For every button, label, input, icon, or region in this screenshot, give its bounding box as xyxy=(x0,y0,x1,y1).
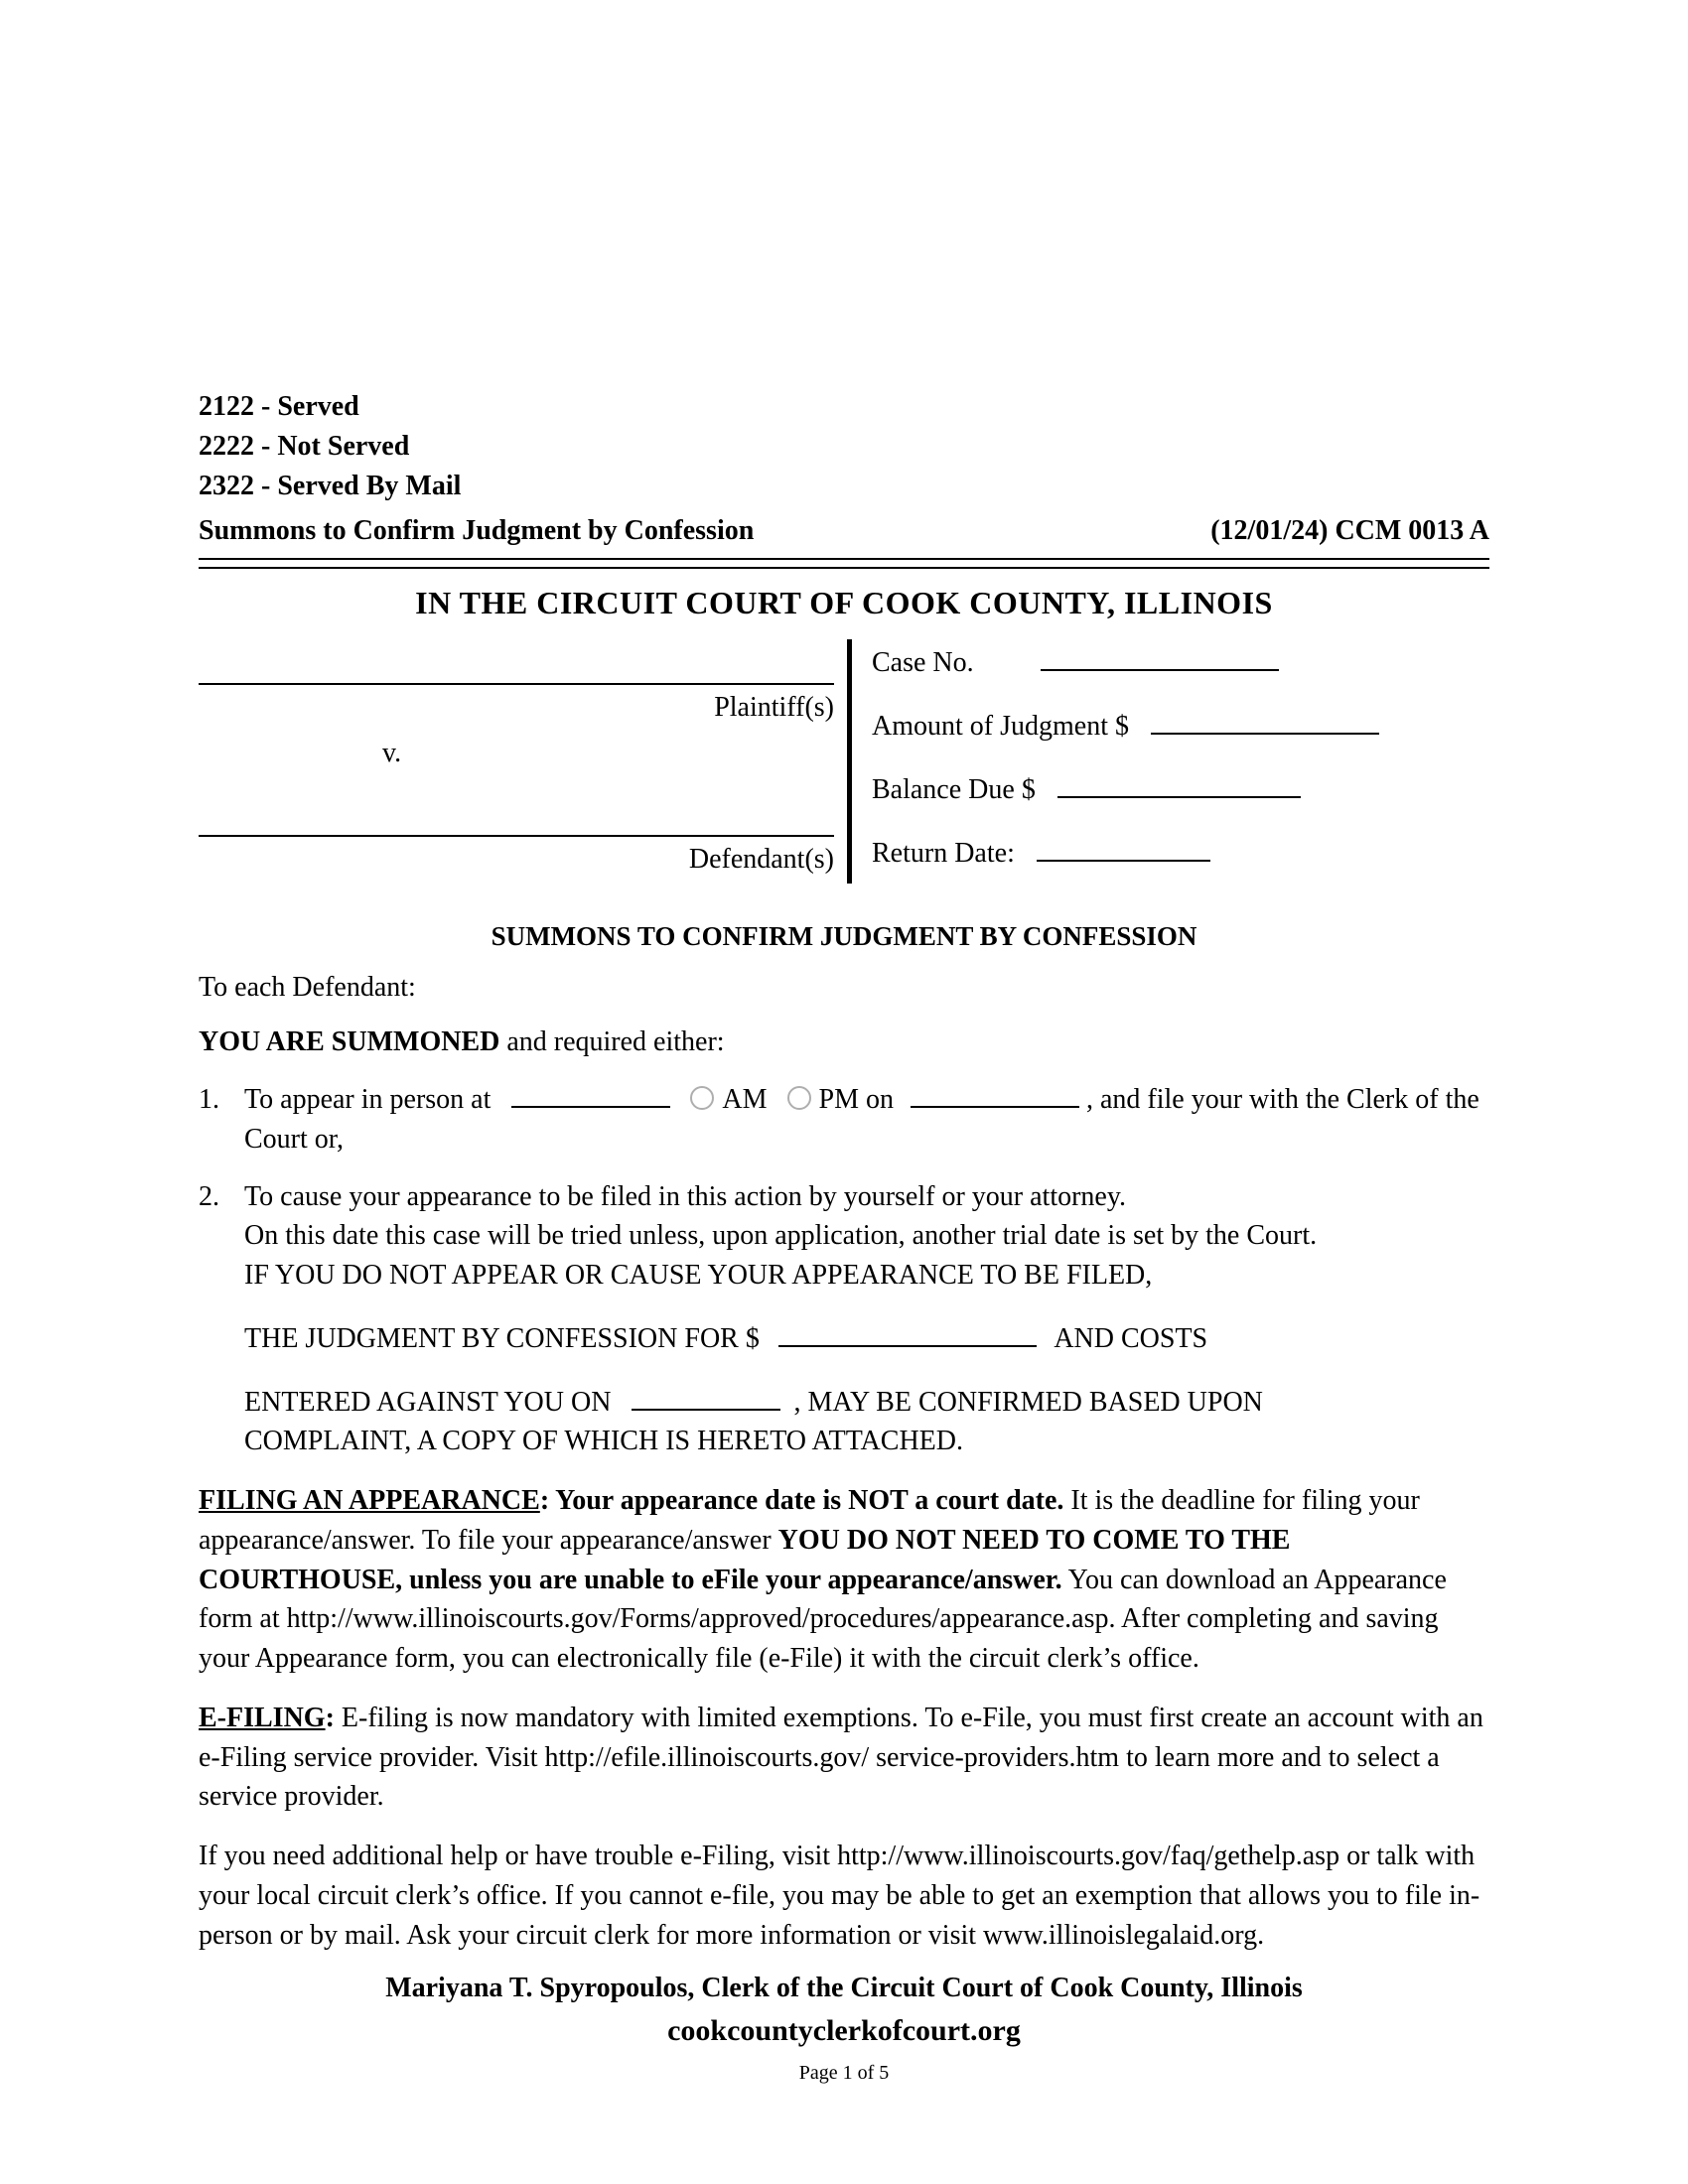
item-2-body xyxy=(244,1177,1489,1462)
filing-bold-notice: Your appearance date is NOT a court date. xyxy=(549,1485,1064,1517)
list-item-2 xyxy=(199,1177,1489,1462)
summons-heading: SUMMONS TO CONFIRM JUDGMENT BY CONFESSION xyxy=(491,921,1197,952)
if-not-appear-line: IF YOU DO NOT APPEAR OR CAUSE YOUR APPEARANCE TO BE FILED, xyxy=(244,1260,1153,1292)
entered-against-line xyxy=(244,1383,1489,1462)
clerk-name-line: Mariyana T. Spyropoulos, Clerk of the Circuit Court of Cook County, Illinois xyxy=(385,1973,1303,2004)
defendant-label: Defendant(s) xyxy=(688,843,834,875)
form-code-served-by-mail: 2322 - Served By Mail xyxy=(199,471,462,501)
filing-text-1: It is the deadline for filing your appearance/answer. To file your appearance/answer xyxy=(199,1485,1420,1556)
confession-amount-field[interactable] xyxy=(778,1321,1037,1347)
page-number: Page 1 of 5 xyxy=(798,2061,890,2084)
case-number-row xyxy=(872,643,1489,683)
filing-appearance-colon: : xyxy=(539,1485,550,1517)
form-revision-number: (12/01/24) CCM 0013 A xyxy=(1210,515,1489,546)
filing-appearance-label: FILING AN APPEARANCE xyxy=(199,1485,540,1517)
return-date-row xyxy=(872,834,1489,874)
entered-against-pre: ENTERED AGAINST YOU ON xyxy=(244,1386,612,1418)
balance-due-row xyxy=(872,770,1489,810)
form-title: Summons to Confirm Judgment by Confession xyxy=(199,515,755,546)
entered-date-field[interactable] xyxy=(632,1385,780,1411)
item-1-body xyxy=(244,1080,1489,1160)
plaintiff-label: Plaintiff(s) xyxy=(714,692,834,724)
complaint-attached-line: COMPLAINT, A COPY OF WHICH IS HERETO ATTACHED. xyxy=(244,1426,963,1457)
judgment-amount-row xyxy=(872,707,1489,747)
versus-label: v. xyxy=(382,737,402,768)
case-number-label: Case No. xyxy=(872,647,974,679)
filing-bold-courthouse: YOU DO NOT NEED TO COME TO THE COURTHOUSE, unless you are unable to eFile your appearance/answer. xyxy=(199,1524,1291,1595)
judgment-amount-label: Amount of Judgment $ xyxy=(872,711,1129,743)
pm-radio[interactable] xyxy=(787,1086,811,1110)
you-are-summoned-bold: YOU ARE SUMMONED xyxy=(199,1026,500,1058)
court-title: IN THE CIRCUIT COURT OF COOK COUNTY, ILLINOIS xyxy=(415,584,1273,620)
appear-text-2: , and file your with the Clerk of the Court or, xyxy=(244,1084,1479,1155)
to-each-defendant: To each Defendant: xyxy=(199,971,416,1003)
judgment-confession-pre: THE JUDGMENT BY CONFESSION FOR $ xyxy=(244,1322,760,1354)
item-1-number: 1. xyxy=(199,1084,219,1116)
am-radio[interactable] xyxy=(690,1086,714,1110)
case-caption xyxy=(199,639,1489,884)
pm-label: PM xyxy=(818,1084,859,1116)
form-code-not-served: 2222 - Not Served xyxy=(199,431,410,462)
appear-location-field[interactable] xyxy=(511,1082,670,1108)
item-2-number: 2. xyxy=(199,1180,219,1212)
list-item-1 xyxy=(199,1080,1489,1160)
appear-text: To appear in person at xyxy=(244,1084,492,1116)
judgment-amount-field[interactable] xyxy=(1151,709,1379,735)
clerk-website: cookcountyclerkofcourt.org xyxy=(667,2014,1021,2048)
page-footer xyxy=(199,1969,1489,2087)
filing-text-2: You can download an Appearance form at http://www.illinoiscourts.gov/Forms/approved/procedures/appearance.asp. After completing and saving your Appearance form, you can electronically file (e-File) it with the circuit clerk’s office. xyxy=(199,1564,1447,1675)
efiling-paragraph xyxy=(199,1699,1489,1817)
plaintiff-name-field[interactable] xyxy=(199,639,834,685)
trial-date-line: On this date this case will be tried unless, upon application, another trial date is set by the Court. xyxy=(244,1220,1318,1252)
return-date-field[interactable] xyxy=(1037,836,1210,862)
judgment-confession-line xyxy=(244,1319,1489,1359)
on-label: on xyxy=(865,1084,894,1116)
form-code-served: 2122 - Served xyxy=(199,391,359,422)
you-are-summoned-line xyxy=(199,1023,1489,1062)
judgment-confession-post: AND COSTS xyxy=(1054,1322,1208,1354)
caption-parties xyxy=(199,639,834,884)
header-divider xyxy=(199,558,1489,569)
you-are-summoned-rest: and required either: xyxy=(499,1026,725,1058)
return-date-label: Return Date: xyxy=(872,838,1015,870)
filing-appearance-paragraph xyxy=(199,1481,1489,1679)
efiling-colon: : xyxy=(325,1702,335,1733)
efiling-help-paragraph: If you need additional help or have trouble e-Filing, visit http://www.illinoiscourts.gov/faq/gethelp.asp or talk with your local circuit clerk’s office. If you cannot e-file, you may be able to get an exemption that allows you to file in-person or by mail. Ask your circuit clerk for more information or visit www.illinoislegalaid.org. xyxy=(199,1841,1480,1951)
page-content xyxy=(199,387,1489,2087)
balance-due-label: Balance Due $ xyxy=(872,774,1036,806)
balance-due-field[interactable] xyxy=(1057,772,1301,798)
efiling-text: E-filing is now mandatory with limited exemptions. To e-File, you must first create an account with an e-Filing service provider. Visit http://efile.illinoiscourts.gov/ service-providers.htm to learn more and to select a service provider. xyxy=(199,1702,1483,1813)
entered-against-post: , MAY BE CONFIRMED BASED UPON xyxy=(793,1386,1263,1418)
caption-case-info xyxy=(852,639,1489,884)
case-number-field[interactable] xyxy=(1041,645,1279,671)
service-codes xyxy=(199,387,1489,506)
efiling-label: E-FILING xyxy=(199,1702,326,1733)
am-label: AM xyxy=(722,1084,768,1116)
form-title-row xyxy=(199,511,1489,551)
cause-appearance-line: To cause your appearance to be filed in this action by yourself or your attorney. xyxy=(244,1180,1127,1212)
defendant-name-field[interactable] xyxy=(199,773,834,837)
appear-date-field[interactable] xyxy=(911,1082,1079,1108)
